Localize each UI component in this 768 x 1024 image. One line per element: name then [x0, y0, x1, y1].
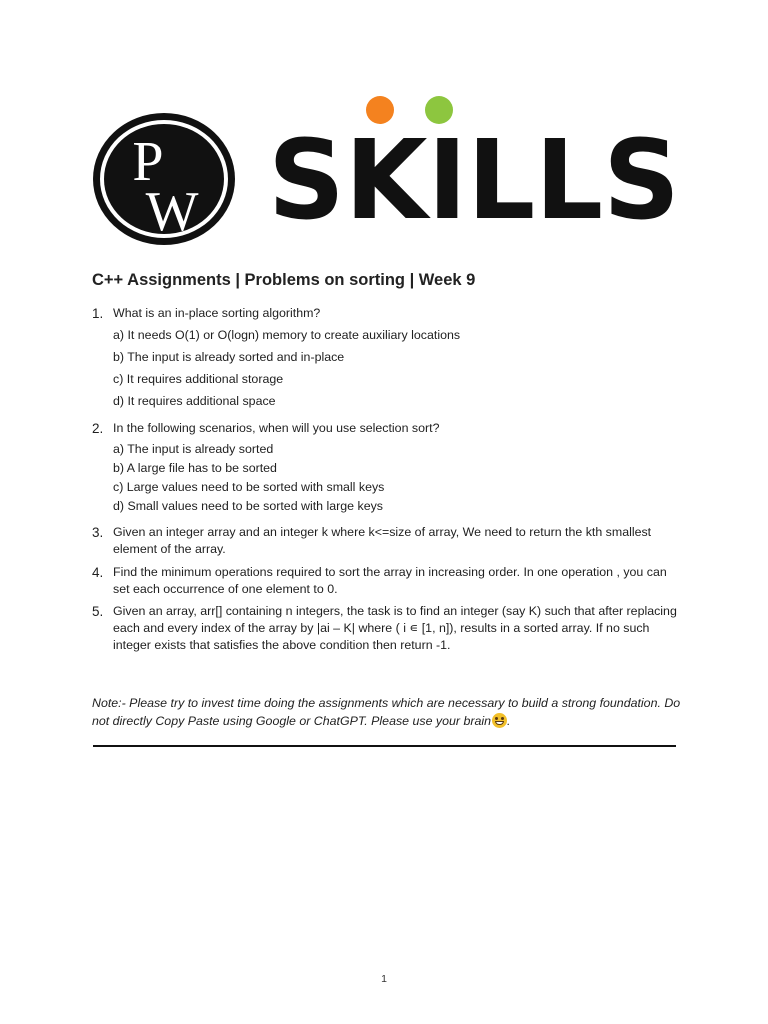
question-text: Given an integer array and an integer k where k<=size of array, We need to return the kth smallest element of the array.	[113, 525, 652, 556]
svg-text:SKILLS: SKILLS	[268, 116, 680, 234]
question-number: 1.	[92, 306, 104, 321]
question-number: 2.	[92, 421, 104, 436]
svg-text:P: P	[132, 131, 164, 193]
question-1	[92, 305, 682, 410]
option-c: c) It requires additional storage	[113, 372, 284, 386]
note-end: .	[507, 714, 511, 728]
pw-seal-logo	[92, 112, 236, 246]
option-d: d) Small values need to be sorted with large keys	[113, 499, 383, 513]
question-2	[92, 420, 682, 515]
question-text: What is an in-place sorting algorithm?	[113, 306, 321, 320]
question-text: Find the minimum operations required to sort the array in increasing order. In one operation , you can set each occurrence of one element to 0.	[113, 565, 667, 596]
grinning-face-icon	[492, 713, 507, 728]
svg-text:W: W	[145, 181, 199, 243]
note-text: Note:- Please try to invest time doing the assignments which are necessary to build a strong foundation. Do not directly Copy Paste using Google or ChatGPT. Please use your brain	[92, 696, 681, 728]
pw-skills-logo	[92, 94, 692, 254]
assignment-title: C++ Assignments | Problems on sorting | Week 9	[92, 271, 476, 289]
question-text: In the following scenarios, when will you use selection sort?	[113, 421, 440, 435]
question-text: Given an array, arr[] containing n integers, the task is to find an integer (say K) such that after replacing each and every index of the array by |ai – K| where ( i ∊ [1, n]), results in a sorted array. If no such integer exists that satisfies the above condition then return -1.	[113, 604, 677, 652]
page-number: 1	[381, 973, 387, 985]
question-5	[92, 603, 682, 654]
question-number: 4.	[92, 565, 104, 580]
option-b: b) A large file has to be sorted	[113, 461, 277, 475]
question-3	[92, 524, 682, 558]
question-number: 3.	[92, 525, 104, 540]
skills-wordmark	[268, 94, 688, 234]
option-d: d) It requires additional space	[113, 394, 276, 408]
option-a: a) The input is already sorted	[113, 442, 274, 456]
note-paragraph	[92, 694, 682, 730]
horizontal-divider	[93, 745, 676, 747]
option-a: a) It needs O(1) or O(logn) memory to create auxiliary locations	[113, 328, 461, 342]
question-number: 5.	[92, 604, 104, 619]
option-b: b) The input is already sorted and in-place	[113, 350, 345, 364]
question-4	[92, 564, 682, 598]
option-c: c) Large values need to be sorted with small keys	[113, 480, 385, 494]
